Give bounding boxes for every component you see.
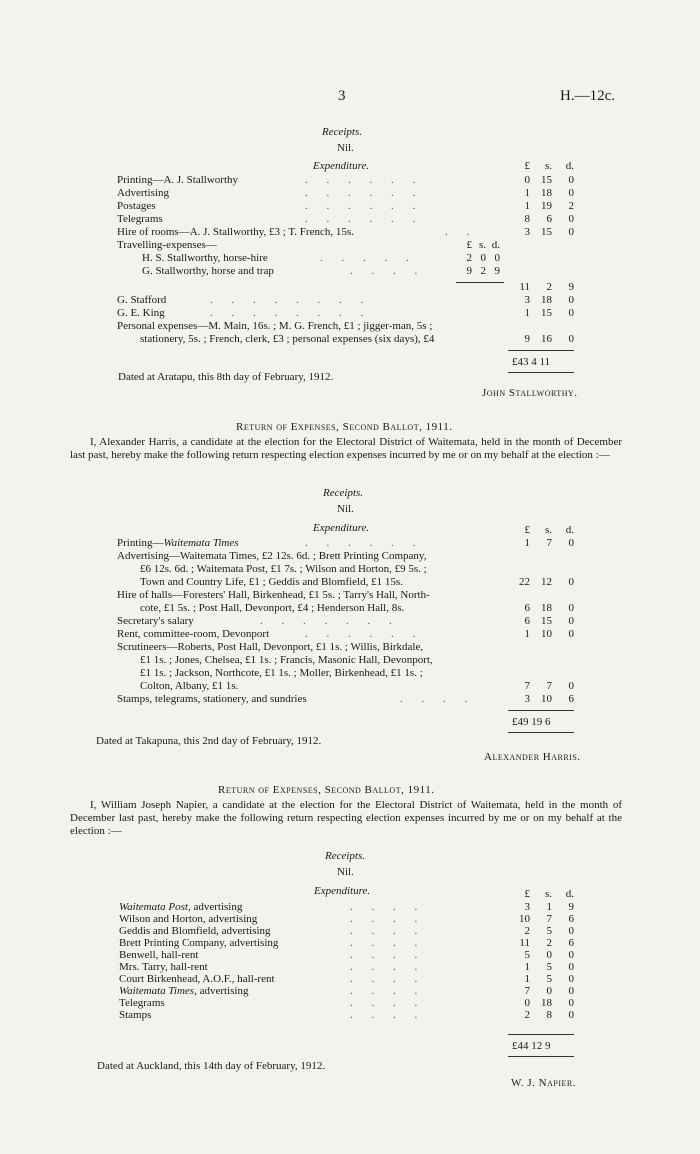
expense-amount: 1 5 0 [524, 961, 574, 973]
expense-amount: 2 8 0 [524, 1009, 574, 1021]
expense-label: G. Stafford [117, 294, 167, 306]
leader-dots: . . . . [350, 997, 426, 1009]
leader-dots: . . . . . . . . [210, 307, 372, 319]
total-amount: £49 19 6 [512, 716, 551, 728]
leader-dots: . . . . . . [305, 187, 424, 199]
subtotal-rule [456, 282, 504, 283]
total-rule [508, 350, 574, 351]
travelling-item: G. Stallworthy, horse and trap [142, 265, 274, 277]
sub-column-headings: £ s. d. [466, 239, 500, 251]
expense-amount: 7 0 0 [524, 985, 574, 997]
section-title: Return of Expenses, Second Ballot, 1911. [218, 784, 435, 796]
receipts-heading: Receipts. [322, 126, 363, 138]
expense-label: Stamps [119, 1009, 152, 1021]
expense-amount: 8 6 0 [524, 213, 574, 225]
expense-amount: 5 0 0 [524, 949, 574, 961]
personal-expenses-line: Personal expenses—M. Main, 16s. ; M. G. French, £1 ; jigger-man, 5s ; [117, 320, 433, 332]
expense-label: G. E. King [117, 307, 165, 319]
expense-label: Telegrams [119, 997, 165, 1009]
signature: John Stallworthy. [482, 387, 578, 399]
travelling-item: H. S. Stallworthy, horse-hire [142, 252, 268, 264]
signature: W. J. Napier. [511, 1077, 576, 1089]
travelling-amount: 2 0 0 [466, 252, 500, 264]
leader-dots: . . . . [350, 913, 426, 925]
leader-dots: . . . . . . [305, 213, 424, 225]
expenditure-heading: Expenditure. [313, 160, 370, 172]
personal-expenses-line: stationery, 5s. ; French, clerk, £3 ; personal expenses (six days), £4 [140, 333, 435, 345]
page-number: 3 [338, 88, 346, 104]
document-reference: H.—12c. [560, 88, 615, 104]
expense-amount: 1 7 0 [524, 537, 574, 549]
leader-dots: . . . . . . . [260, 615, 400, 627]
expense-amount: 11 2 6 [519, 937, 574, 949]
total-rule [508, 1056, 574, 1057]
expense-label: Mrs. Tarry, hall-rent [119, 961, 208, 973]
signature: Alexander Harris. [484, 751, 581, 763]
expense-label: Printing—Waitemata Times [117, 537, 239, 549]
total-rule [508, 1034, 574, 1035]
expense-label: Wilson and Horton, advertising [119, 913, 258, 925]
expense-label: Postages [117, 200, 156, 212]
scrutineers-line: £1 1s. ; Jackson, Northcote, £1 1s. ; Moller, Birkenhead, £1 1s. ; [140, 667, 423, 679]
halls-line: cote, £1 5s. ; Post Hall, Devonport, £4 ; Henderson Hall, 8s. [140, 602, 405, 614]
expense-label: Brett Printing Company, advertising [119, 937, 279, 949]
leader-dots: . . . . . . [305, 200, 424, 212]
expense-amount: 1 18 0 [524, 187, 574, 199]
halls-amount: 6 18 0 [524, 602, 574, 614]
expense-amount: 0 18 0 [524, 997, 574, 1009]
scrutineers-amount: 7 7 0 [524, 680, 574, 692]
leader-dots: . . . . . . [305, 628, 424, 640]
receipts-value: Nil. [337, 142, 354, 154]
intro-paragraph: I, William Joseph Napier, a candidate at the election for the Electoral District of Waitemata, held in the month of December last past, hereby make the following return respecting election expenses incurred by me or on my behalf at the election :— [70, 799, 622, 837]
expense-amount: 3 18 0 [524, 294, 574, 306]
leader-dots: . . . . [350, 973, 426, 985]
expense-label: Court Birkenhead, A.O.F., hall-rent [119, 973, 275, 985]
travelling-label: Travelling-expenses— [117, 239, 217, 251]
expense-label: Telegrams [117, 213, 163, 225]
column-headings: £ s. d. [524, 160, 574, 172]
leader-dots: . . . . [400, 693, 476, 705]
total-rule [508, 710, 574, 711]
leader-dots: . . . . [350, 1009, 426, 1021]
expense-label: Secretary's salary [117, 615, 194, 627]
personal-expenses-amount: 9 16 0 [524, 333, 574, 345]
dated-line: Dated at Takapuna, this 2nd day of February, 1912. [96, 735, 322, 747]
leader-dots: . . . . [350, 901, 426, 913]
leader-dots: . . . . [350, 925, 426, 937]
leader-dots: . . . . [350, 985, 426, 997]
expense-label: Hire of rooms—A. J. Stallworthy, £3 ; T. French, 15s. [117, 226, 354, 238]
scrutineers-line: Scrutineers—Roberts, Post Hall, Devonport, £1 1s. ; Willis, Birkdale, [117, 641, 424, 653]
expense-amount: 3 15 0 [524, 226, 574, 238]
receipts-heading: Receipts. [325, 850, 366, 862]
expense-label: Rent, committee-room, Devonport [117, 628, 270, 640]
travelling-amount: 9 2 9 [466, 265, 500, 277]
expense-label: Benwell, hall-rent [119, 949, 199, 961]
expense-label: Stamps, telegrams, stationery, and sundries [117, 693, 307, 705]
advertising-line: Town and Country Life, £1 ; Geddis and Blomfield, £1 15s. [140, 576, 403, 588]
expense-amount: 1 10 0 [524, 628, 574, 640]
expense-amount: 1 15 0 [524, 307, 574, 319]
expense-label: Waitemata Times, advertising [119, 985, 249, 997]
leader-dots: . . [445, 226, 478, 238]
total-rule [508, 732, 574, 733]
expenditure-heading: Expenditure. [313, 522, 370, 534]
receipts-value: Nil. [337, 503, 354, 515]
expense-amount: 3 10 6 [524, 693, 574, 705]
receipts-value: Nil. [337, 866, 354, 878]
section-title: Return of Expenses, Second Ballot, 1911. [236, 421, 453, 433]
dated-line: Dated at Auckland, this 14th day of February, 1912. [97, 1060, 326, 1072]
column-headings: £ s. d. [524, 888, 574, 900]
expense-amount: 3 1 9 [524, 901, 574, 913]
scrutineers-line: £1 1s. ; Jones, Chelsea, £1 1s. ; Francis, Masonic Hall, Devonport, [140, 654, 433, 666]
leader-dots: . . . . . . [305, 174, 424, 186]
intro-paragraph: I, Alexander Harris, a candidate at the election for the Electoral District of Waitemata, held in the month of December last past, hereby make the following return respecting election expenses incurred by me or on my behalf at the election :— [70, 436, 622, 461]
expense-amount: 1 19 2 [524, 200, 574, 212]
advertising-line: £6 12s. 6d. ; Waitemata Post, £1 7s. ; Wilson and Horton, £9 5s. ; [140, 563, 427, 575]
total-rule [508, 372, 574, 373]
expense-label: Printing—A. J. Stallworthy [117, 174, 239, 186]
advertising-line: Advertising—Waitemata Times, £2 12s. 6d. ; Brett Printing Company, [117, 550, 427, 562]
expense-amount: 10 7 6 [519, 913, 574, 925]
total-amount: £43 4 11 [512, 356, 551, 368]
leader-dots: . . . . [350, 937, 426, 949]
leader-dots: . . . . [350, 265, 426, 277]
expenditure-heading: Expenditure. [314, 885, 371, 897]
dated-line: Dated at Aratapu, this 8th day of February, 1912. [118, 371, 334, 383]
halls-line: Hire of halls—Foresters' Hall, Birkenhead, £1 5s. ; Tarry's Hall, North- [117, 589, 430, 601]
leader-dots: . . . . [350, 949, 426, 961]
leader-dots: . . . . [350, 961, 426, 973]
receipts-heading: Receipts. [323, 487, 364, 499]
advertising-amount: 22 12 0 [519, 576, 574, 588]
expense-amount: 1 5 0 [524, 973, 574, 985]
expense-label: Geddis and Blomfield, advertising [119, 925, 271, 937]
expense-amount: 2 5 0 [524, 925, 574, 937]
leader-dots: . . . . . [320, 252, 417, 264]
expense-amount: 6 15 0 [524, 615, 574, 627]
expense-label: Waitemata Post, advertising [119, 901, 243, 913]
expense-label: Advertising [117, 187, 169, 199]
expense-amount: 0 15 0 [524, 174, 574, 186]
travelling-total: 11 2 9 [519, 281, 574, 293]
leader-dots: . . . . . . [305, 537, 424, 549]
leader-dots: . . . . . . . . [210, 294, 372, 306]
scrutineers-line: Colton, Albany, £1 1s. [140, 680, 239, 692]
column-headings: £ s. d. [524, 524, 574, 536]
total-amount: £44 12 9 [512, 1040, 551, 1052]
